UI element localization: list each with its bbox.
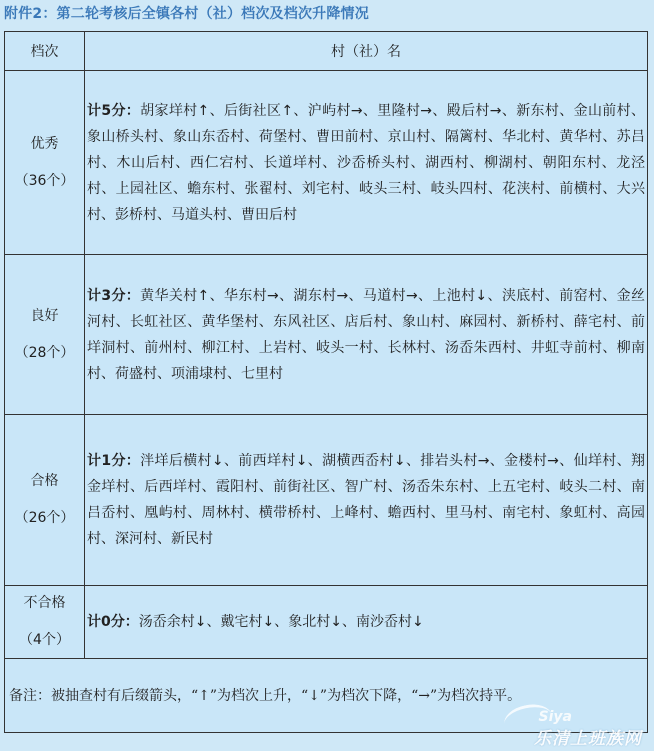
page-title: 附件2：第二轮考核后全镇各村（社）档次及档次升降情况 xyxy=(4,6,369,22)
header-grade: 档次 xyxy=(5,32,85,71)
table-row xyxy=(5,415,648,586)
table-row xyxy=(5,255,648,415)
grade-cell xyxy=(5,586,85,659)
grade-cell xyxy=(5,255,85,415)
score-label: 计3分： xyxy=(87,287,141,304)
villages-cell xyxy=(85,586,648,659)
table-header-row xyxy=(5,32,648,71)
villages-cell xyxy=(85,255,648,415)
grade-cell xyxy=(5,71,85,255)
table-row xyxy=(5,586,648,659)
table-row xyxy=(5,71,648,255)
watermark-logo: Siya xyxy=(538,709,572,725)
score-label: 计0分： xyxy=(87,614,139,630)
grade-label: 不合格 xyxy=(23,595,66,611)
villages-cell xyxy=(85,71,648,255)
score-label: 计5分： xyxy=(87,102,141,119)
villages-cell xyxy=(85,415,648,586)
score-label: 计1分： xyxy=(87,453,141,469)
grade-cell xyxy=(5,415,85,586)
grade-count: （26个） xyxy=(14,510,75,526)
village-list: 汤岙余村↓、戴宅村↓、象北村↓、南沙岙村↓ xyxy=(138,614,424,630)
grade-table xyxy=(4,31,648,733)
grade-label: 合格 xyxy=(30,473,59,489)
village-list: 胡家垟村↑、后街社区↑、沪屿村→、里隆村→、殿后村→、新东村、金山前村、象山桥头村、象山东岙村、荷堡村、曹田前村、京山村、隔篱村、华北村、黄华村、苏吕村、木山后村、西仁宕村、长道垟村、沙岙桥头村、湖西村、柳湖村、朝阳东村、龙泾村、上园社区、蟾东村、张翟村、刘宅村、岐头三村、岐头四村、花浃村、前横村、大兴村、彭桥村、马道头村、曹田后村 xyxy=(87,102,645,223)
watermark xyxy=(482,705,642,749)
village-list: 泮垟后横村↓、前西垟村↓、湖横西岙村↓、排岩头村→、金楼村→、仙垟村、翔金垟村、后西垟村、霞阳村、前街社区、智广村、汤岙朱东村、上五宅村、岐头二村、南吕岙村、凰屿村、周林村、横带桥村、上峰村、蟾西村、里马村、南宅村、象虹村、高园村、深河村、新民村 xyxy=(87,453,645,547)
header-villages: 村（社）名 xyxy=(85,32,648,71)
watermark-text: 乐清上班族网 xyxy=(534,729,642,749)
note-text: 备注：被抽查村有后缀箭头，“↑”为档次上升，“↓”为档次下降，“→”为档次持平。 xyxy=(5,659,648,733)
grade-count: （36个） xyxy=(14,172,75,189)
grade-label: 良好 xyxy=(30,307,59,324)
grade-count: （28个） xyxy=(14,344,75,361)
village-list: 黄华关村↑、华东村→、湖东村→、马道村→、上池村↓、浃底村、前窑村、金丝河村、长虹社区、黄华堡村、东风社区、店后村、象山村、麻园村、新桥村、薛宅村、前垟洞村、前州村、柳江村、上岩村、岐头一村、长林村、汤岙朱西村、井虹寺前村、柳南村、荷盛村、项浦埭村、七里村 xyxy=(87,287,645,382)
grade-label: 优秀 xyxy=(30,135,59,152)
grade-count: （4个） xyxy=(19,632,70,648)
